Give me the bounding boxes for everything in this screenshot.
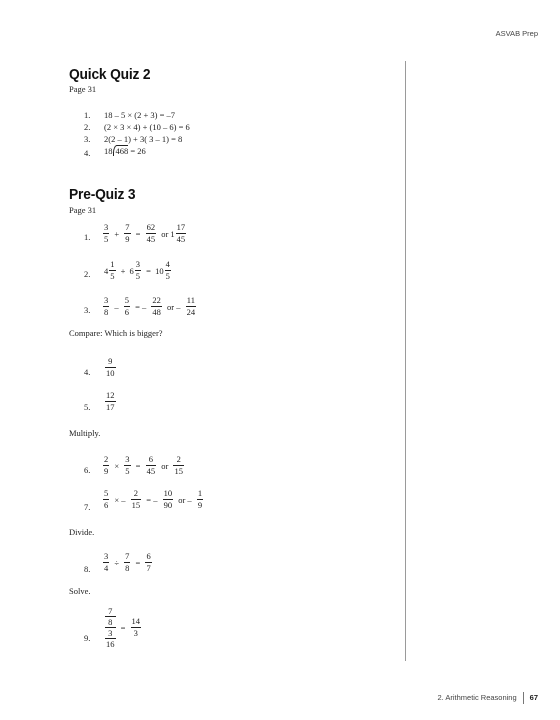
quotient: = 26: [130, 146, 146, 156]
question-number: 8.: [84, 564, 91, 574]
quiz2-item-expression: 18 – 5 × (2 + 3) = –7: [104, 110, 176, 120]
divisor: 18: [104, 146, 113, 156]
question-number: 5.: [84, 402, 91, 412]
question-number: 1.: [84, 232, 91, 242]
question-2-expression: 4 $\frac{1}{5}$ + 6 $\frac{3}{5}$ = 10 $\frac{4}{5}$: [104, 259, 170, 281]
quiz2-item-number: 3.: [84, 134, 91, 144]
question-8-expression: $\frac{3}{4}$ ÷ $\frac{7}{8}$ = $\frac{6}{7}$: [104, 551, 151, 573]
long-division-expression: [104, 146, 146, 156]
multiply-instruction: Multiply.: [69, 428, 101, 438]
question-number: 4.: [84, 367, 91, 377]
question-7-expression: $\frac{5}{6}$ × – $\frac{2}{15}$ = – $\frac{10}{90}$ or – $\frac{1}{9}$: [104, 488, 203, 510]
page-footer: [437, 692, 538, 704]
quiz2-page-ref: Page 31: [69, 84, 97, 94]
quiz2-item-number: 1.: [84, 110, 91, 120]
question-number: 9.: [84, 633, 91, 643]
question-number: 3.: [84, 305, 91, 315]
question-5-expression: $\frac{12}{17}$: [106, 390, 115, 412]
page-number: 67: [529, 692, 538, 702]
quiz2-title: Quick Quiz 2: [69, 66, 151, 83]
divide-instruction: Divide.: [69, 527, 95, 537]
chapter-title: 2. Arithmetic Reasoning: [437, 692, 517, 702]
question-number: 6.: [84, 465, 91, 475]
question-4-expression: $\frac{9}{10}$: [106, 356, 115, 378]
quiz2-item-expression: 2(2 – 1) + 3( 3 – 1) = 8: [104, 134, 183, 144]
question-number: 7.: [84, 502, 91, 512]
question-1-expression: $\frac{3}{5}$ + $\frac{7}{9}$ = $\frac{62}{45}$ or 1 $\frac{17}{45}$: [104, 222, 186, 244]
quiz2-item-number: 2.: [84, 122, 91, 132]
question-3-expression: $\frac{3}{8}$ – $\frac{5}{6}$ = – $\frac{22}{48}$ or – $\frac{11}{24}$: [104, 295, 196, 317]
footer-divider: [523, 692, 524, 704]
quiz2-item-expression: (2 × 3 × 4) + (10 – 6) = 6: [104, 122, 190, 132]
quiz2-item-number: 4.: [84, 148, 91, 158]
solve-instruction: Solve.: [69, 586, 91, 596]
question-number: 2.: [84, 269, 91, 279]
question-6-expression: $\frac{2}{9}$ × $\frac{3}{5}$ = $\frac{6}{45}$ or $\frac{2}{15}$: [104, 454, 183, 476]
running-header: ASVAB Prep: [495, 29, 538, 38]
question-9-expression: 7 8 3 16 = $\frac{14}{3}$: [106, 606, 141, 649]
compare-instruction: Compare: Which is bigger?: [69, 328, 163, 338]
dividend: 468: [113, 145, 129, 156]
column-divider: [405, 61, 406, 661]
prequiz3-page-ref: Page 31: [69, 205, 97, 215]
prequiz3-title: Pre-Quiz 3: [69, 186, 136, 203]
